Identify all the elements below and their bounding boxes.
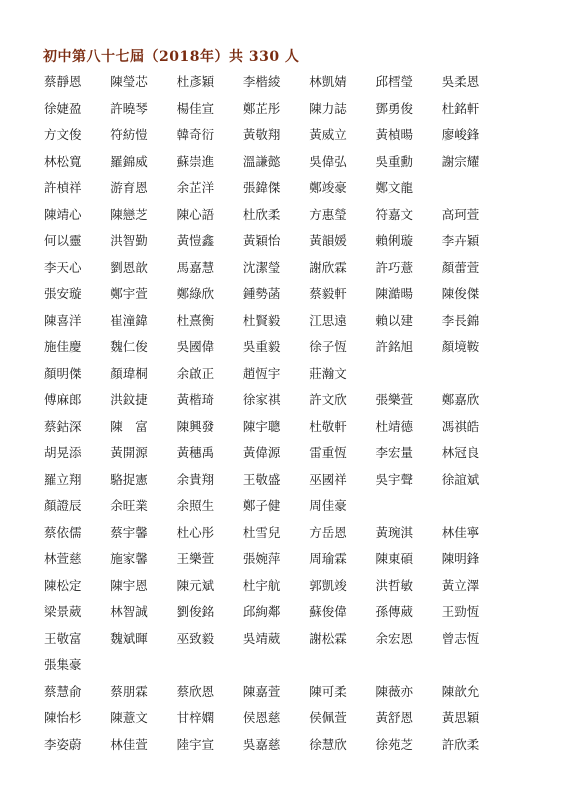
roster-row — [44, 496, 564, 516]
student-name: 徐家祺 — [242, 392, 281, 407]
student-name: 顏蕾萱 — [441, 259, 480, 275]
student-name: 游育恩 — [110, 180, 148, 195]
roster-row — [44, 205, 564, 225]
student-name: 吳宇聲 — [375, 471, 414, 487]
student-name: 吳靖葳 — [242, 630, 281, 646]
student-name: 蔡鈷深 — [44, 418, 82, 434]
student-name: 賴俐璇 — [375, 233, 414, 248]
roster-row — [44, 576, 564, 596]
student-name: 周瑜霖 — [309, 551, 347, 566]
student-name: 何以靈 — [44, 233, 82, 248]
student-name: 林佳萱 — [110, 736, 148, 752]
student-name: 施家馨 — [110, 551, 148, 566]
student-name: 陳澔暘 — [375, 286, 414, 301]
student-name: 鄭嘉欣 — [441, 392, 480, 407]
student-name: 巫國祥 — [309, 471, 347, 487]
student-name: 甘梓嫻 — [176, 710, 215, 725]
roster-row — [44, 470, 564, 490]
student-name: 陳興發 — [176, 418, 215, 434]
student-name: 鄭宇萱 — [110, 286, 148, 301]
student-name: 江思遠 — [309, 312, 347, 328]
student-name: 邱絢鄰 — [242, 604, 281, 619]
roster-row — [44, 708, 564, 728]
student-name: 林冠良 — [441, 445, 480, 460]
student-name: 傅麻郎 — [44, 392, 82, 407]
student-name: 許銘旭 — [375, 339, 414, 354]
student-name: 曾志恆 — [441, 630, 480, 646]
student-name: 黃琬淇 — [375, 524, 414, 540]
student-name: 顏境鞍 — [441, 339, 480, 354]
student-name: 杜銘軒 — [441, 100, 480, 116]
student-name: 許巧薏 — [375, 259, 414, 275]
student-name: 顏證辰 — [44, 498, 82, 513]
student-name: 顏瑋桐 — [110, 365, 148, 381]
student-name: 吳重毅 — [242, 339, 281, 354]
student-name: 張安璇 — [44, 286, 82, 301]
student-name: 方文俊 — [44, 127, 82, 142]
student-name: 林智誠 — [110, 604, 148, 619]
student-name: 陳宇恩 — [110, 577, 148, 593]
student-name: 張集豪 — [44, 657, 82, 672]
student-name: 吳柔恩 — [441, 74, 480, 89]
student-name: 鍾勢菡 — [242, 286, 281, 301]
student-name: 鄭文龍 — [375, 180, 414, 195]
student-name: 洪智勤 — [110, 233, 148, 248]
student-name: 徐慧欣 — [309, 736, 347, 752]
student-name: 楊佳宣 — [176, 100, 215, 116]
student-name: 李姿蔚 — [44, 736, 82, 752]
student-name: 馬嘉慧 — [176, 259, 215, 275]
student-name: 鄧勇俊 — [375, 100, 414, 116]
student-name: 周佳豪 — [309, 498, 347, 513]
student-name: 林凱婧 — [309, 74, 347, 89]
student-name: 陳元斌 — [176, 577, 215, 593]
student-name: 黃思穎 — [441, 710, 480, 725]
student-name: 張鍏傑 — [242, 180, 281, 195]
roster-row — [44, 337, 564, 357]
roster-row — [44, 549, 564, 569]
student-name: 劉恩歆 — [110, 259, 148, 275]
student-name: 陳松定 — [44, 577, 82, 593]
student-name: 崔潼鍏 — [110, 312, 148, 328]
student-name: 廖峻鋒 — [441, 127, 480, 142]
student-name: 陳心語 — [176, 206, 215, 222]
student-name: 黃楷琦 — [176, 392, 215, 407]
student-name: 余啟正 — [176, 365, 215, 381]
student-name: 沈潔瑩 — [242, 259, 281, 275]
student-name: 王敬盛 — [242, 471, 281, 487]
student-name: 李天心 — [44, 259, 82, 275]
student-name: 杜敬軒 — [309, 418, 347, 434]
student-name: 王樂萱 — [176, 551, 215, 566]
student-name: 余宏恩 — [375, 630, 414, 646]
student-name: 施佳慶 — [44, 339, 82, 354]
student-name: 雷重恆 — [309, 445, 347, 460]
student-name: 符紡愷 — [110, 127, 148, 142]
student-name: 陳戀芝 — [110, 206, 148, 222]
student-name: 杜心彤 — [176, 524, 215, 540]
roster-row — [44, 443, 564, 463]
student-name: 侯恩慈 — [242, 710, 281, 725]
student-name: 符嘉文 — [375, 206, 414, 222]
roster-row — [44, 72, 564, 92]
student-name: 王勁恆 — [441, 604, 480, 619]
student-name: 黃舒恩 — [375, 710, 414, 725]
student-name: 侯佩萱 — [309, 710, 347, 725]
student-name: 陳瑩芯 — [110, 74, 148, 89]
student-name: 鄭竣豪 — [309, 180, 347, 195]
student-name: 林松寬 — [44, 153, 82, 169]
student-name: 黃威立 — [309, 127, 347, 142]
student-name: 黃偉源 — [242, 445, 281, 460]
student-name: 徐苑芝 — [375, 736, 414, 752]
student-name: 張婉萍 — [242, 551, 281, 566]
student-name: 魏仁俊 — [110, 339, 148, 354]
student-name: 劉俊銘 — [176, 604, 215, 619]
roster-row — [44, 99, 564, 119]
roster-row — [44, 655, 564, 675]
student-name: 陳嘉萱 — [242, 683, 281, 699]
student-name: 方岳恩 — [309, 524, 347, 540]
document-title: 初中第八十七屆（2018年）共 330 人 — [43, 49, 300, 65]
student-name: 蔡朋霖 — [110, 683, 148, 699]
student-name: 李宏量 — [375, 445, 414, 460]
student-name: 徐子恆 — [309, 339, 347, 354]
roster-row — [44, 258, 564, 278]
student-name: 駱捉憲 — [110, 471, 148, 487]
student-name: 徐婕盈 — [44, 100, 82, 116]
student-name: 杜雪兒 — [242, 524, 281, 540]
student-name: 陳喜洋 — [44, 312, 82, 328]
student-name: 趙恆宇 — [242, 365, 281, 381]
student-name: 陳宇聰 — [242, 418, 281, 434]
student-name: 邱樰瑩 — [375, 74, 414, 89]
roster-row — [44, 602, 564, 622]
student-name: 陸宇宣 — [176, 736, 215, 752]
student-name: 余照生 — [176, 498, 215, 513]
student-name: 黃楨暘 — [375, 127, 414, 142]
student-name: 杜宇航 — [242, 577, 281, 593]
roster-row — [44, 125, 564, 145]
student-name: 黃敬翔 — [242, 127, 281, 142]
student-name: 杜靖德 — [375, 418, 414, 434]
student-name: 黃愷鑫 — [176, 233, 215, 248]
student-name: 陳力誌 — [309, 100, 347, 116]
student-name: 郭凱竣 — [309, 577, 347, 593]
student-name: 陳薏文 — [110, 710, 148, 725]
student-name: 鄭芷彤 — [242, 100, 281, 116]
student-name: 韓奇衍 — [176, 127, 215, 142]
student-name: 李楷綾 — [242, 74, 281, 89]
student-name: 杜彥穎 — [176, 74, 215, 89]
student-name: 徐誼斌 — [441, 471, 480, 487]
roster-row — [44, 390, 564, 410]
roster-row — [44, 178, 564, 198]
student-name: 孫傳葳 — [375, 604, 414, 619]
student-name: 陳靖心 — [44, 206, 82, 222]
student-name: 林佳寧 — [441, 524, 480, 540]
student-name: 馮祺皓 — [441, 418, 480, 434]
roster-row — [44, 523, 564, 543]
student-name: 蔡靜恩 — [44, 74, 82, 89]
student-name: 黃開源 — [110, 445, 148, 460]
roster-row — [44, 152, 564, 172]
student-name: 蔡依儒 — [44, 524, 82, 540]
student-name: 謝宗耀 — [441, 153, 480, 169]
student-name: 陳東碩 — [375, 551, 414, 566]
student-name: 胡晃添 — [44, 445, 82, 460]
student-name: 吳重勳 — [375, 153, 414, 169]
student-name: 賴以建 — [375, 312, 414, 328]
student-name: 許欣柔 — [441, 736, 480, 752]
student-name: 鄭子健 — [242, 498, 281, 513]
student-name: 吳國偉 — [176, 339, 215, 354]
roster-row — [44, 311, 564, 331]
student-name: 高珂萱 — [441, 206, 480, 222]
student-name: 羅錦威 — [110, 153, 148, 169]
roster-row — [44, 682, 564, 702]
roster-row — [44, 364, 564, 384]
student-name: 許楨祥 — [44, 180, 82, 195]
student-name: 蔡毅軒 — [309, 286, 347, 301]
student-name: 杜熹衡 — [176, 312, 215, 328]
student-name: 莊瀚文 — [309, 365, 347, 381]
student-name: 羅立翔 — [44, 471, 82, 487]
student-name: 巫致毅 — [176, 630, 215, 646]
student-name: 余貴翔 — [176, 471, 215, 487]
student-name: 李長錦 — [441, 312, 480, 328]
student-name: 蘇崇進 — [176, 153, 215, 169]
student-name: 洪鈫捷 — [110, 392, 148, 407]
student-name: 陳薇亦 — [375, 683, 414, 699]
student-name: 杜欣柔 — [242, 206, 281, 222]
student-name: 方惠瑩 — [309, 206, 347, 222]
roster-row — [44, 231, 564, 251]
student-name: 黃立澤 — [441, 577, 480, 593]
roster-row — [44, 417, 564, 437]
student-name: 謝松霖 — [309, 630, 347, 646]
student-name: 陳怡杉 — [44, 710, 82, 725]
student-name: 蔡慧俞 — [44, 683, 82, 699]
roster-row — [44, 629, 564, 649]
student-name: 梁景葳 — [44, 604, 82, 619]
student-name: 王敬富 — [44, 630, 82, 646]
student-name: 陳歆允 — [441, 683, 480, 699]
student-name: 許文欣 — [309, 392, 347, 407]
student-name: 鄭綠欣 — [176, 286, 215, 301]
student-name: 溫謙懿 — [242, 153, 281, 169]
student-name: 陳可柔 — [309, 683, 347, 699]
student-name: 黃穗禹 — [176, 445, 215, 460]
student-name: 吳嘉慈 — [242, 736, 281, 752]
student-name: 陳俊傑 — [441, 286, 480, 301]
student-name: 黃韻媛 — [309, 233, 347, 248]
student-name: 蔡欣恩 — [176, 683, 215, 699]
student-name: 陳明鋒 — [441, 551, 480, 566]
student-name: 余旺業 — [110, 498, 148, 513]
student-name: 謝欣霖 — [309, 259, 347, 275]
student-name: 余芷洋 — [176, 180, 215, 195]
student-name: 陳 富 — [110, 418, 148, 434]
roster-row — [44, 284, 564, 304]
student-name: 張樂萱 — [375, 392, 414, 407]
student-name: 李卉穎 — [441, 233, 480, 248]
student-name: 魏斌暉 — [110, 630, 148, 646]
student-name: 林萱慈 — [44, 551, 82, 566]
student-name: 蔡宇馨 — [110, 524, 148, 540]
student-name: 黃穎怡 — [242, 233, 281, 248]
student-name: 許曉琴 — [110, 100, 148, 116]
student-name: 顏明傑 — [44, 365, 82, 381]
student-name: 洪哲敏 — [375, 577, 414, 593]
student-name: 吳偉弘 — [309, 153, 347, 169]
student-name: 杜賢毅 — [242, 312, 281, 328]
roster-row — [44, 735, 564, 755]
student-name: 蘇俊偉 — [309, 604, 347, 619]
